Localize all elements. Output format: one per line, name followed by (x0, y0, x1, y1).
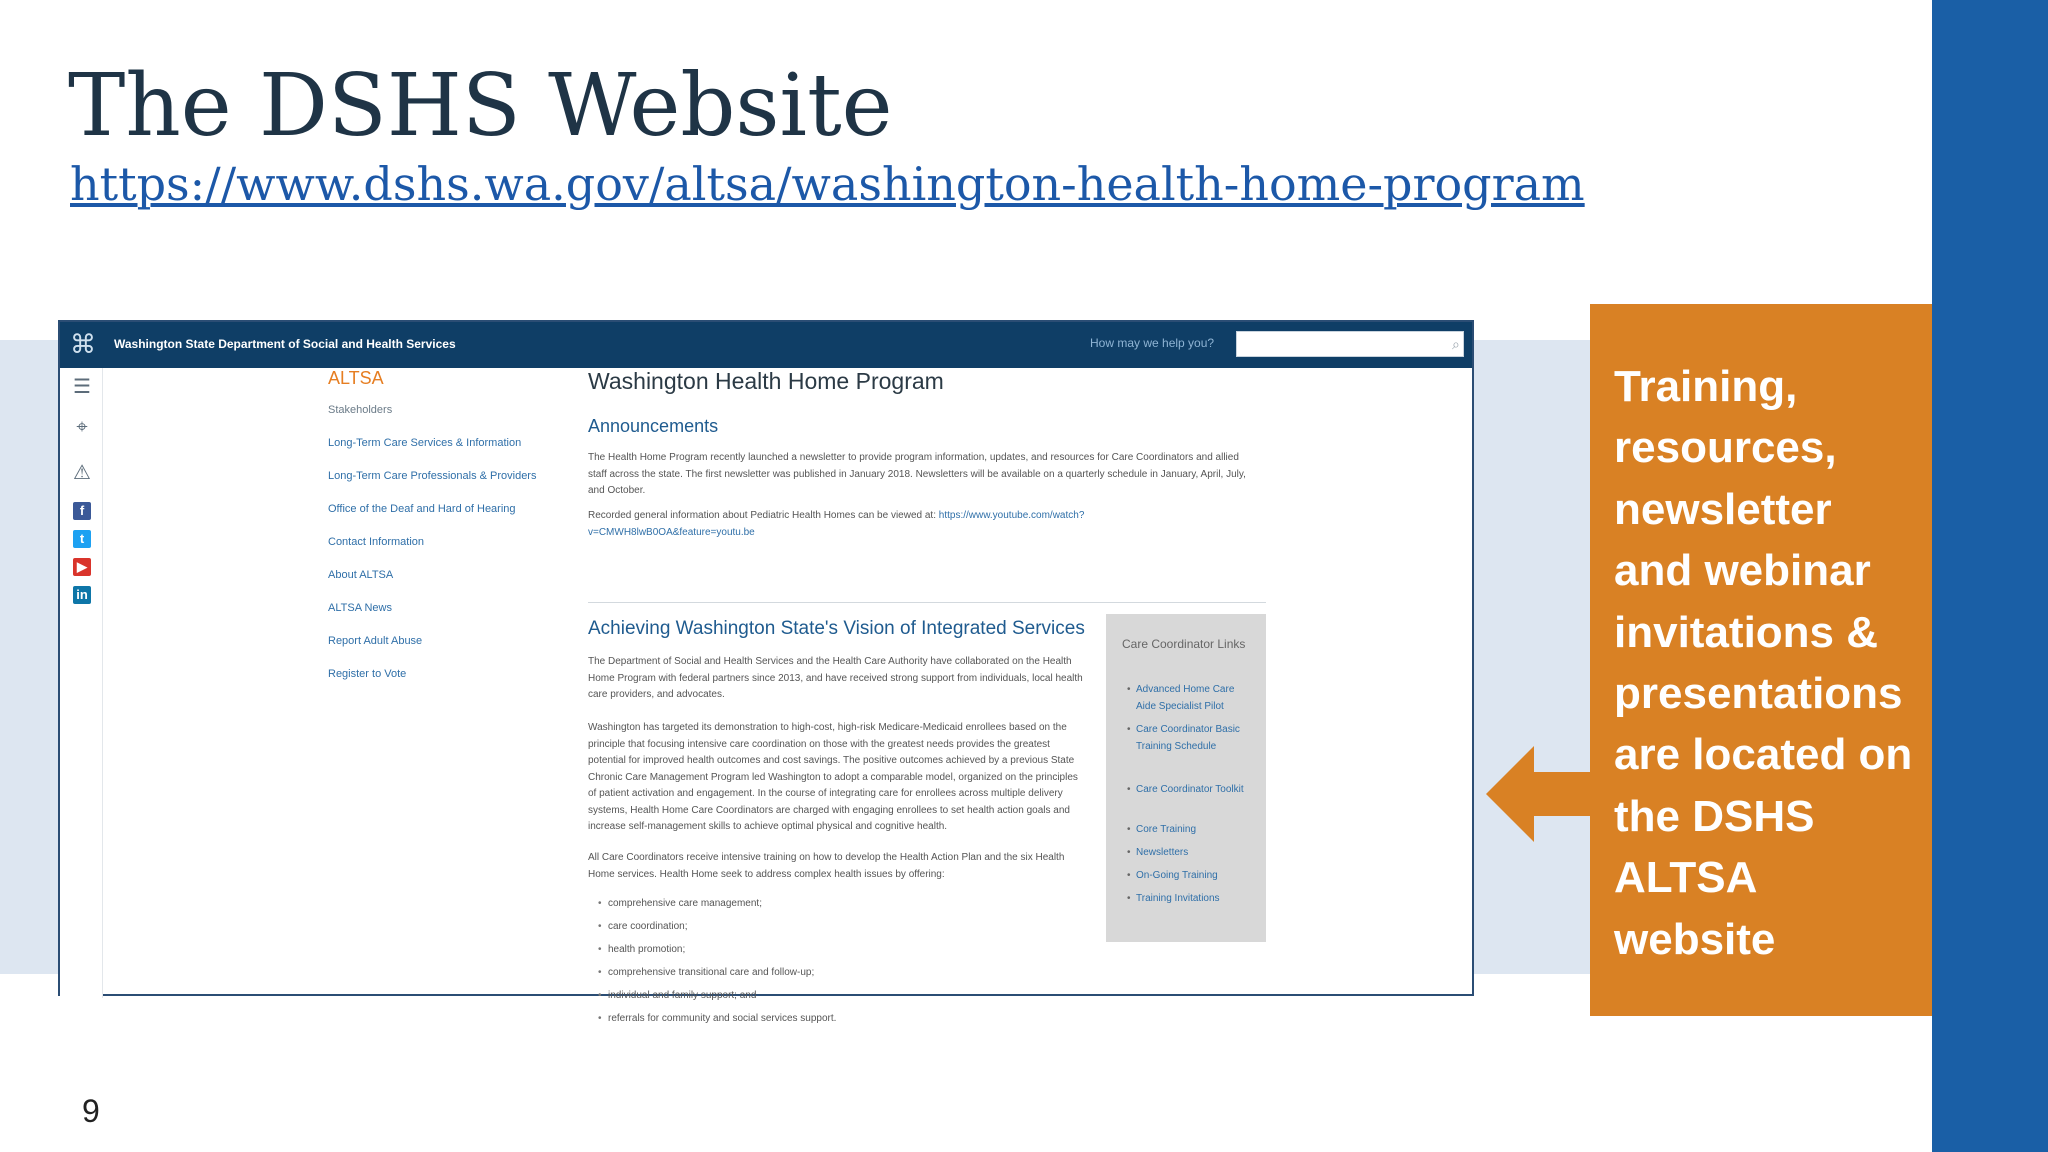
sidebar-link-core-training[interactable]: • Core Training (1136, 822, 1254, 839)
pediatric-paragraph (588, 508, 1188, 541)
icon-rail (60, 368, 103, 998)
right-accent-bar (1932, 0, 2048, 1152)
callout-arrow-icon (1486, 746, 1534, 842)
vision-heading: Achieving Washington State's Vision of Integrated Services (588, 618, 1085, 639)
nav-item-ltc-services[interactable]: Long-Term Care Services & Information (328, 437, 522, 449)
service-item: • comprehensive transitional care and follow-up; (608, 967, 814, 978)
announcements-heading: Announcements (588, 416, 719, 436)
section-divider (588, 602, 1266, 603)
sidebar-link-ongoing-training[interactable]: • On-Going Training (1136, 868, 1254, 885)
vision-paragraph-1: The Department of Social and Health Services and the Health Care Authority have collaborated on the Health Home Program with federal partners since 2013, and have received strong support from individuals, local health care providers, and advocates. (588, 656, 1083, 700)
sidebar-link-training-invitations[interactable]: • Training Invitations (1136, 891, 1254, 908)
warning-icon[interactable]: ⚠ (73, 462, 91, 484)
search-input[interactable] (1236, 331, 1464, 357)
left-nav-heading[interactable]: ALTSA (328, 368, 384, 388)
facebook-icon[interactable]: f (73, 502, 91, 520)
nav-item-about[interactable]: About ALTSA (328, 569, 394, 581)
agency-name[interactable]: Washington State Department of Social and Health Services (114, 337, 456, 351)
nav-item-news[interactable]: ALTSA News (328, 602, 392, 614)
location-pin-icon[interactable]: ⌖ (76, 416, 88, 438)
callout-box (1590, 304, 1932, 1016)
callout-text: Training, resources, newsletter and webinar invitations & presentations are located on the DSHS ALTSA website (1614, 362, 1913, 964)
service-item: • comprehensive care management; (608, 898, 762, 909)
search-prompt: How may we help you? (1090, 336, 1215, 350)
announcements-paragraph: The Health Home Program recently launched a newsletter to provide program information, updates, and resources for Care Coordinators and allied staff across the state. The first newsletter was published in January 2018. Newsletters will be available on a quarterly schedule in January, April, July, and October. (588, 452, 1246, 496)
page-title: Washington Health Home Program (588, 368, 944, 394)
sidebar-link-basic-training[interactable]: • Care Coordinator Basic Training Schedule (1136, 722, 1254, 755)
care-coordinator-links-box (1106, 614, 1266, 942)
youtube-icon[interactable]: ▶ (73, 558, 91, 576)
nav-item-ltc-professionals[interactable]: Long-Term Care Professionals & Providers (328, 470, 537, 482)
nav-item-report-abuse[interactable]: Report Adult Abuse (328, 635, 423, 647)
nav-item-stakeholders[interactable]: Stakeholders (328, 404, 393, 416)
service-item: • individual and family support; and (608, 990, 756, 1001)
slide-title: The DSHS Website (68, 56, 893, 156)
website-screenshot (58, 320, 1474, 1024)
callout-arrow-shaft (1532, 772, 1592, 816)
vision-paragraph-3: All Care Coordinators receive intensive training on how to develop the Health Action Plan and the six Health Home services. Health Home seek to address complex health issues by offering: (588, 852, 1065, 880)
pediatric-text: Recorded general information about Pediatric Health Homes can be viewed at: (588, 510, 936, 521)
service-item: • referrals for community and social services support. (608, 1013, 836, 1024)
page-number: 9 (82, 1093, 100, 1129)
nav-item-contact[interactable]: Contact Information (328, 536, 424, 548)
service-item: • care coordination; (608, 921, 688, 932)
twitter-icon[interactable]: t (73, 530, 91, 548)
service-item: • health promotion; (608, 944, 685, 955)
nav-item-deaf-office[interactable]: Office of the Deaf and Hard of Hearing (328, 503, 516, 515)
sidebar-link-newsletters[interactable]: • Newsletters (1136, 845, 1254, 862)
menu-icon[interactable]: ☰ (73, 376, 91, 398)
dshs-logo-icon[interactable]: ⌘ (70, 329, 96, 359)
site-header (60, 322, 1472, 368)
sidebar-title: Care Coordinator Links (1122, 637, 1246, 651)
linkedin-icon[interactable]: in (73, 586, 91, 604)
pediatric-video-link[interactable]: https://www.youtube.com/watch?v=CMWH8lwB0OA&feature=youtu.be (588, 510, 1085, 538)
sidebar-link-toolkit[interactable]: • Care Coordinator Toolkit (1136, 782, 1254, 799)
nav-item-register-vote[interactable]: Register to Vote (328, 668, 407, 680)
search-icon[interactable]: ⌕ (1452, 336, 1460, 352)
vision-paragraph-2: Washington has targeted its demonstration to high-cost, high-risk Medicare-Medicaid enrollees based on the principle that focusing intensive care coordination on those with the greatest needs provides the greatest potential for improved health outcomes and cost savings. The positive outcomes achieved by a previous State Chronic Care Management Program led Washington to adopt a comparable model, organized on the principles of patient activation and engagement. In the course of integrating care for enrollees across multiple delivery systems, Health Home Care Coordinators are charged with engaging enrollees to set health action goals and increase self-management skills to achieve optimal physical and cognitive health. (588, 722, 1078, 832)
sidebar-link-advanced-hca[interactable]: • Advanced Home Care Aide Specialist Pilot (1136, 682, 1254, 715)
dshs-url-link[interactable]: https://www.dshs.wa.gov/altsa/washington-health-home-program (70, 157, 1585, 211)
